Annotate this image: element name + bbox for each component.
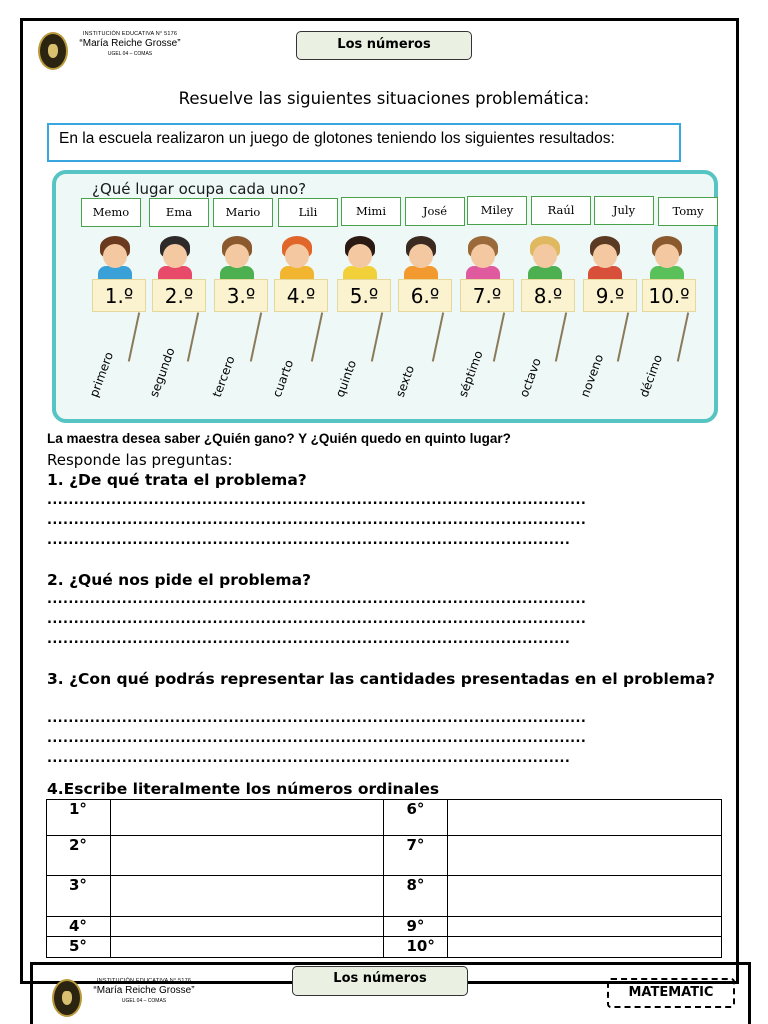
- question-3: 3. ¿Con qué podrás representar las cantidades presentadas en el problema?: [47, 670, 715, 688]
- answer-line[interactable]: ..................................................................................................: [47, 632, 571, 647]
- ordinal-word: sexto: [392, 363, 418, 399]
- illustration-title: ¿Qué lugar ocupa cada uno?: [92, 180, 307, 198]
- answer-cell[interactable]: [448, 836, 722, 876]
- place-number: 4.º: [274, 279, 328, 312]
- ugel-line: UGEL 04 – COMAS: [107, 51, 153, 57]
- place-number: 2.º: [152, 279, 206, 312]
- name-label: July: [594, 196, 654, 225]
- name-label: Tomy: [658, 197, 718, 226]
- answer-line[interactable]: ..................................................................................................: [47, 751, 571, 766]
- school-logo: [38, 30, 188, 74]
- question-2: 2. ¿Qué nos pide el problema?: [47, 571, 312, 589]
- ordinal-cell: 1°: [47, 800, 111, 836]
- subject-label: MATEMATIC: [607, 978, 735, 1008]
- institution-line: INSTITUCIÓN EDUCATIVA N° 5176: [82, 31, 178, 37]
- question-4: 4.Escribe literalmente los números ordinales: [47, 780, 440, 798]
- answer-cell[interactable]: [110, 876, 384, 917]
- ordinal-cell: 5°: [47, 937, 111, 958]
- ordinal-word: décimo: [636, 352, 666, 399]
- ordinal-word: séptimo: [455, 348, 486, 399]
- name-label: Miley: [467, 196, 527, 225]
- ordinal-cell: 6°: [384, 800, 448, 836]
- answer-line[interactable]: ..................................................................................................: [47, 533, 571, 548]
- answer-line[interactable]: .....................................................................................................: [47, 592, 587, 607]
- ordinal-word: tercero: [209, 354, 238, 399]
- respond-label: Responde las preguntas:: [47, 451, 233, 469]
- name-label: Ema: [149, 198, 209, 227]
- place-number: 8.º: [521, 279, 575, 312]
- answer-line[interactable]: .....................................................................................................: [47, 513, 587, 528]
- ordinal-word: noveno: [577, 352, 607, 399]
- name-label: Raúl: [531, 196, 591, 225]
- place-number: 7.º: [460, 279, 514, 312]
- answer-line[interactable]: .....................................................................................................: [47, 731, 587, 746]
- school-seal-icon: [38, 32, 68, 70]
- answer-cell[interactable]: [448, 937, 722, 958]
- name-label: Mimi: [341, 197, 401, 226]
- answer-line[interactable]: .....................................................................................................: [47, 612, 587, 627]
- instructions-heading: Resuelve las siguientes situaciones problemática:: [178, 89, 590, 108]
- ordinal-cell: 9°: [384, 917, 448, 937]
- answer-cell[interactable]: [448, 876, 722, 917]
- ordinal-word: primero: [86, 350, 117, 399]
- place-number: 10.º: [642, 279, 696, 312]
- ordinal-cell: 2°: [47, 836, 111, 876]
- ordinal-table: [46, 799, 722, 958]
- ordinal-cell: 10°: [384, 937, 448, 958]
- answer-cell[interactable]: [110, 937, 384, 958]
- place-number: 5.º: [337, 279, 391, 312]
- teacher-question: La maestra desea saber ¿Quién gano? Y ¿Quién quedo en quinto lugar?: [47, 431, 511, 446]
- school-seal-icon: [52, 979, 82, 1017]
- school-name: “María Reiche Grosse”: [79, 38, 181, 49]
- worksheet-title: Los números: [296, 31, 472, 60]
- answer-cell[interactable]: [110, 917, 384, 937]
- place-number: 6.º: [398, 279, 452, 312]
- place-number: 9.º: [583, 279, 637, 312]
- ordinal-cell: 4°: [47, 917, 111, 937]
- ordinal-cell: 8°: [384, 876, 448, 917]
- answer-cell[interactable]: [110, 800, 384, 836]
- name-label: Lili: [278, 198, 338, 227]
- ordinal-word: octavo: [516, 356, 544, 399]
- ordinal-cell: 7°: [384, 836, 448, 876]
- answer-line[interactable]: .....................................................................................................: [47, 493, 587, 508]
- answer-cell[interactable]: [110, 836, 384, 876]
- name-label: Mario: [213, 198, 273, 227]
- question-1: 1. ¿De qué trata el problema?: [47, 471, 307, 489]
- ordinal-word: quinto: [332, 358, 360, 399]
- problem-context: En la escuela realizaron un juego de glotones teniendo los siguientes resultados:: [47, 123, 681, 162]
- institution-line: INSTITUCIÓN EDUCATIVA N° 5176: [96, 978, 192, 984]
- answer-line[interactable]: .....................................................................................................: [47, 711, 587, 726]
- ordinal-word: cuarto: [269, 357, 297, 399]
- school-logo: [52, 977, 202, 1017]
- ordinal-word: segundo: [146, 345, 178, 399]
- ugel-line: UGEL 04 – COMAS: [121, 998, 167, 1004]
- answer-cell[interactable]: [448, 917, 722, 937]
- next-page-title: Los números: [292, 966, 468, 996]
- name-label: Memo: [81, 198, 141, 227]
- answer-cell[interactable]: [448, 800, 722, 836]
- ordinal-cell: 3°: [47, 876, 111, 917]
- name-label: José: [405, 197, 465, 226]
- school-name: “María Reiche Grosse”: [93, 985, 195, 996]
- place-number: 1.º: [92, 279, 146, 312]
- place-number: 3.º: [214, 279, 268, 312]
